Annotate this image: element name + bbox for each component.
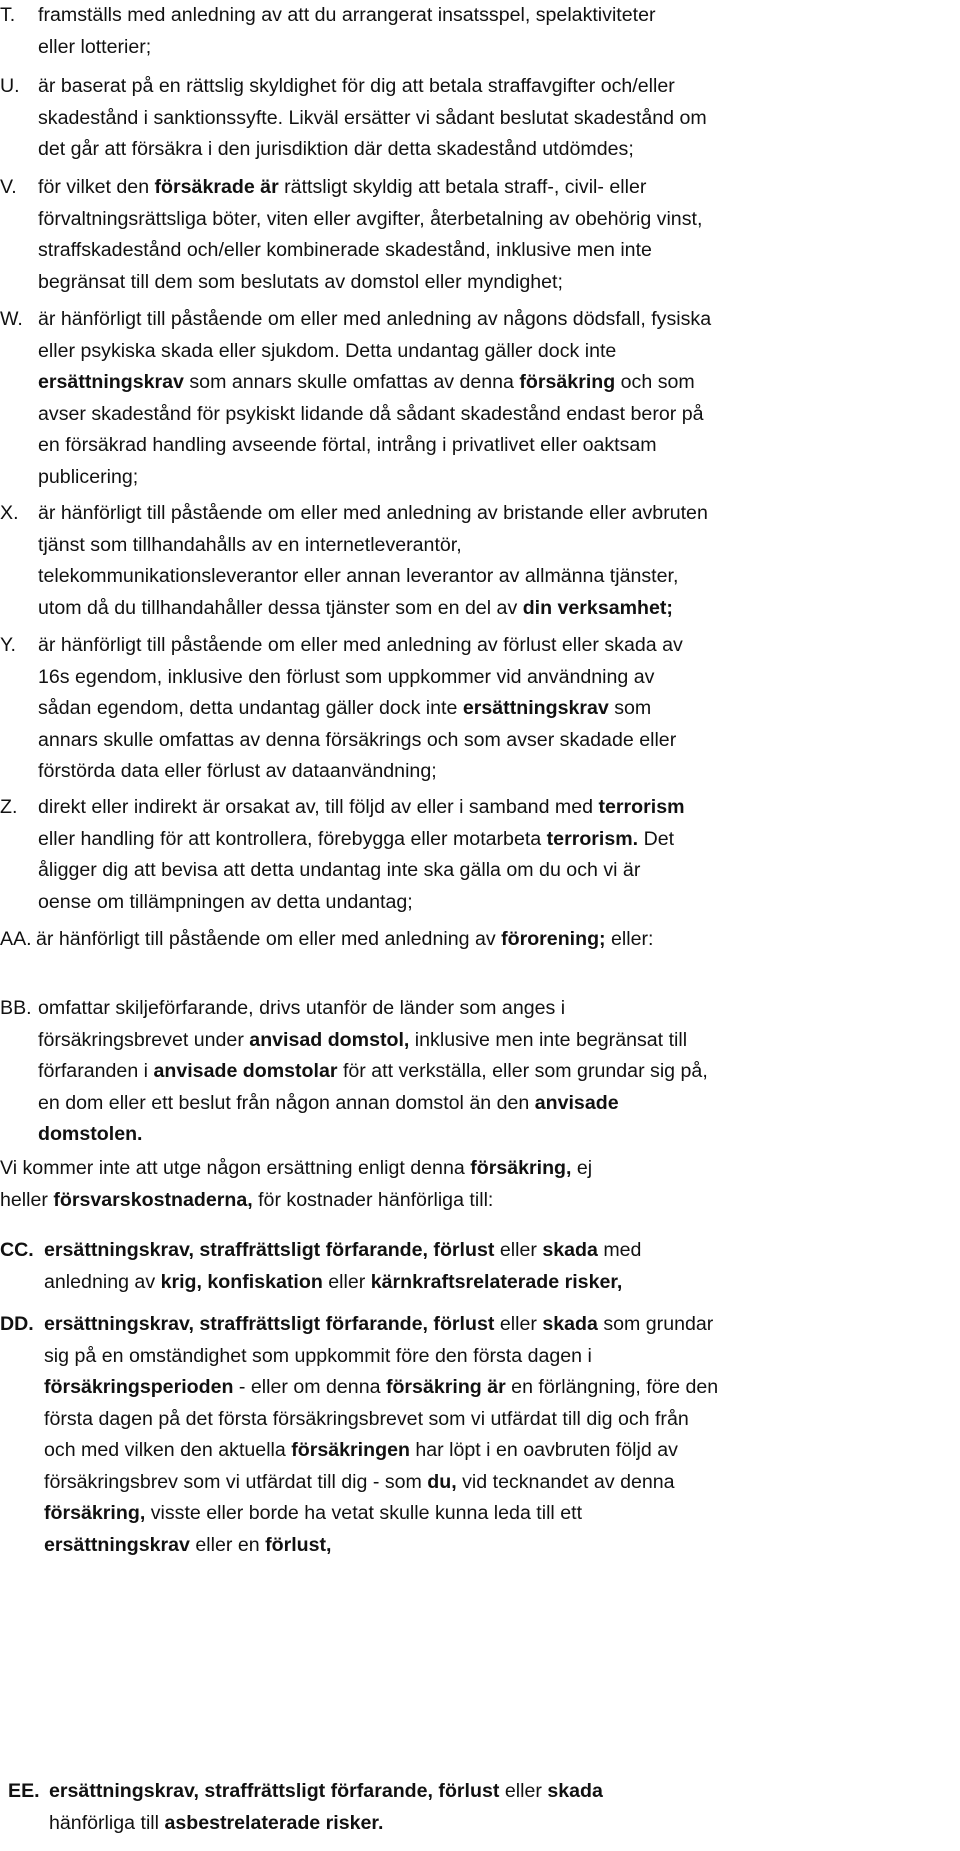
text-run: direkt eller indirekt är orsakat av, till följd av eller i samband med <box>38 796 599 818</box>
clause-line <box>38 367 711 399</box>
clause-marker: DD. <box>0 1313 34 1335</box>
bold-term: försäkring <box>519 371 616 393</box>
text-run: en förlängning, före den <box>505 1376 719 1398</box>
clause-marker: Z. <box>0 796 18 818</box>
clause-line: avser skadestånd för psykiskt lidande då sådant skadestånd endast beror på <box>38 402 704 425</box>
text-run: rättsligt skyldig att betala straff-, civil- eller <box>278 176 647 198</box>
text-run: eller <box>494 1313 543 1335</box>
clause-line: straffskadestånd och/eller kombinerade skadestånd, inklusive men inte <box>38 239 652 261</box>
clause-line: oense om tillämpningen av detta undantag; <box>38 890 413 913</box>
clause-line <box>38 1088 708 1120</box>
clause-text <box>38 0 656 63</box>
clause-marker: Y. <box>0 634 16 656</box>
clause-line: är hänförligt till påstående om eller med anledning av bristande eller avbruten <box>38 502 708 524</box>
bold-term: försvarskostnaderna, <box>53 1188 253 1211</box>
clause-text <box>38 630 683 788</box>
bold-term: försäkring, <box>470 1157 572 1179</box>
bold-term: ersättningskrav, straffrättsligt förfarande, förlust <box>44 1239 495 1261</box>
clause-line: förstörda data eller förlust av dataanvändning; <box>38 760 437 782</box>
text-run: eller en <box>189 1533 266 1556</box>
text-run: med <box>597 1239 642 1261</box>
bold-term: skada <box>542 1313 598 1335</box>
clause-line: omfattar skiljeförfarande, drivs utanför de länder som anges i <box>38 997 566 1019</box>
clause-marker: EE. <box>8 1780 40 1802</box>
text-run: vid tecknandet av denna <box>456 1470 675 1493</box>
bold-term: skada <box>547 1780 603 1802</box>
clause-line <box>38 1056 708 1088</box>
bold-term: anvisade <box>534 1091 619 1114</box>
text-run: och som <box>615 371 695 393</box>
clause-line <box>38 1025 708 1057</box>
clause-text <box>36 924 654 956</box>
text-run: för att verkställa, eller som grundar sig på, <box>337 1060 708 1082</box>
bold-term: försäkrade är <box>154 176 279 198</box>
clause-marker: CC. <box>0 1239 34 1261</box>
clause-line: framställs med anledning av att du arrangerat insatsspel, spelaktiviteter <box>38 4 656 26</box>
clause-line <box>44 1309 718 1341</box>
clause-line <box>38 693 683 725</box>
clause-line <box>44 1467 718 1499</box>
clause-line: förvaltningsrättsliga böter, viten eller avgifter, återbetalning av obehörig vinst, <box>38 207 703 230</box>
bold-term: förlust, <box>265 1533 332 1556</box>
text-run: hänförliga till <box>49 1811 165 1834</box>
clause-line <box>38 824 685 856</box>
clause-text <box>49 1776 603 1839</box>
text-run: är hänförligt till påstående om eller med anledning av <box>36 928 502 950</box>
text-run: eller: <box>605 928 654 950</box>
clause-line <box>44 1267 641 1299</box>
paragraph-line <box>0 1153 900 1185</box>
clause-line <box>44 1435 718 1467</box>
bold-term: försäkringsperioden <box>44 1376 234 1398</box>
text-run: eller <box>322 1270 371 1293</box>
clause-text <box>38 304 711 493</box>
clause-line: telekommunikationsleverantor eller annan leverantor av allmänna tjänster, <box>38 565 679 587</box>
text-run: visste eller borde ha vetat skulle kunna leda till ett <box>145 1502 583 1524</box>
bold-term: ersättningskrav <box>38 371 184 393</box>
bold-term: anvisad domstol, <box>249 1028 410 1051</box>
clause-text <box>38 172 702 298</box>
bold-term: ersättningskrav <box>44 1533 190 1556</box>
clause-marker: T. <box>0 4 16 26</box>
clause-line: 16s egendom, inklusive den förlust som uppkommer vid användning av <box>38 665 655 688</box>
bold-term: krig, konfiskation <box>160 1270 323 1293</box>
clause-text <box>38 71 707 166</box>
clause-line <box>38 792 685 824</box>
bold-term: du, <box>427 1470 457 1493</box>
bold-term: asbestrelaterade risker. <box>164 1811 384 1834</box>
text-run: Det <box>638 827 675 850</box>
text-run: som grundar <box>597 1313 714 1335</box>
clause-line: tjänst som tillhandahålls av en internetleverantör, <box>38 533 462 556</box>
clause-line <box>44 1235 641 1267</box>
clause-marker: AA. <box>0 928 32 950</box>
bold-term: terrorism. <box>546 827 639 850</box>
clause-line <box>38 1119 708 1151</box>
clause-marker: U. <box>0 75 20 97</box>
bold-term: försäkring är <box>385 1376 506 1398</box>
clause-line: begränsat till dem som beslutats av domstol eller myndighet; <box>38 270 563 293</box>
text-run: utom då du tillhandahåller dessa tjänster som en del av <box>38 596 523 619</box>
clause-text <box>44 1235 641 1298</box>
clause-line: är baserat på en rättslig skyldighet för dig att betala straffavgifter och/eller <box>38 75 675 97</box>
clause-line <box>44 1530 718 1562</box>
text-run: heller <box>0 1188 54 1211</box>
clause-line: sig på en omständighet som uppkommit före den första dagen i <box>44 1344 592 1367</box>
text-run: för kostnader hänförliga till: <box>252 1188 494 1211</box>
bold-term: kärnkraftsrelaterade risker, <box>370 1270 623 1293</box>
text-run: förfaranden i <box>38 1060 154 1082</box>
clause-line: åligger dig att bevisa att detta undantag inte ska gälla om du och vi är <box>38 859 641 881</box>
clause-line: första dagen på det första försäkringsbrevet som vi utfärdat till dig och från <box>44 1407 689 1430</box>
bold-term: ersättningskrav, straffrättsligt förfarande, förlust <box>49 1780 500 1802</box>
text-run: ej <box>571 1157 593 1179</box>
clause-marker: BB. <box>0 997 32 1019</box>
bold-term: domstolen. <box>38 1123 143 1145</box>
clause-line <box>36 924 654 956</box>
bold-term: ersättningskrav, straffrättsligt förfarande, förlust <box>44 1313 495 1335</box>
clause-text <box>38 993 708 1151</box>
text-run: försäkringsbrev som vi utfärdat till dig - som <box>44 1470 428 1493</box>
clause-marker: V. <box>0 176 17 198</box>
text-run: för vilket den <box>38 176 155 198</box>
clause-line: en försäkrad handling avseende förtal, intrång i privatlivet eller oaktsam <box>38 434 657 456</box>
clause-line: det går att försäkra i den jurisdiktion där detta skadestånd utdömdes; <box>38 138 634 160</box>
text-run: eller <box>494 1239 543 1261</box>
clause-text <box>38 792 685 918</box>
text-run: anledning av <box>44 1270 161 1293</box>
text-run: sådan egendom, detta undantag gäller dock inte <box>38 697 463 719</box>
text-run: som annars skulle omfattas av denna <box>183 371 520 393</box>
text-run: försäkringsbrevet under <box>38 1028 250 1051</box>
bold-term: försäkringen <box>291 1439 410 1461</box>
bold-term: ersättningskrav <box>462 697 609 719</box>
text-run: och med vilken den aktuella <box>44 1439 292 1461</box>
text-run: inklusive men inte begränsat till <box>409 1028 688 1051</box>
bold-term: terrorism <box>598 796 685 818</box>
clause-line: publicering; <box>38 465 139 488</box>
clause-line <box>38 172 702 204</box>
clause-line <box>44 1498 718 1530</box>
clause-line: är hänförligt till påstående om eller med anledning av någons dödsfall, fysiska <box>38 308 712 330</box>
clause-text <box>38 498 708 624</box>
clause-text <box>44 1309 718 1561</box>
intro-paragraph <box>0 1153 900 1216</box>
clause-marker: W. <box>0 308 23 330</box>
bold-term: förorening; <box>501 928 606 950</box>
text-run: - eller om denna <box>233 1376 386 1398</box>
clause-marker: X. <box>0 502 19 524</box>
clause-line <box>38 593 708 625</box>
text-run: som <box>608 697 652 719</box>
clause-line: eller lotterier; <box>38 35 152 58</box>
clause-line <box>49 1776 603 1808</box>
bold-term: anvisade domstolar <box>153 1060 338 1082</box>
text-run: en dom eller ett beslut från någon annan domstol än den <box>38 1091 535 1114</box>
clause-line: annars skulle omfattas av denna försäkrings och som avser skadade eller <box>38 728 677 751</box>
clause-line <box>49 1808 603 1840</box>
clause-line: skadestånd i sanktionssyfte. Likväl ersätter vi sådant beslutat skadestånd om <box>38 106 707 129</box>
clause-line <box>44 1372 718 1404</box>
bold-term: din verksamhet; <box>522 596 673 619</box>
bold-term: försäkring, <box>44 1502 146 1524</box>
clause-line: eller psykiska skada eller sjukdom. Detta undantag gäller dock inte <box>38 339 617 362</box>
text-run: eller handling för att kontrollera, förebygga eller motarbeta <box>38 827 547 850</box>
text-run: har löpt i en oavbruten följd av <box>409 1439 678 1461</box>
paragraph-line <box>0 1185 900 1217</box>
clause-line: är hänförligt till påstående om eller med anledning av förlust eller skada av <box>38 634 683 656</box>
text-run: eller <box>499 1780 548 1802</box>
bold-term: skada <box>542 1239 598 1261</box>
text-run: Vi kommer inte att utge någon ersättning enligt denna <box>0 1157 471 1179</box>
